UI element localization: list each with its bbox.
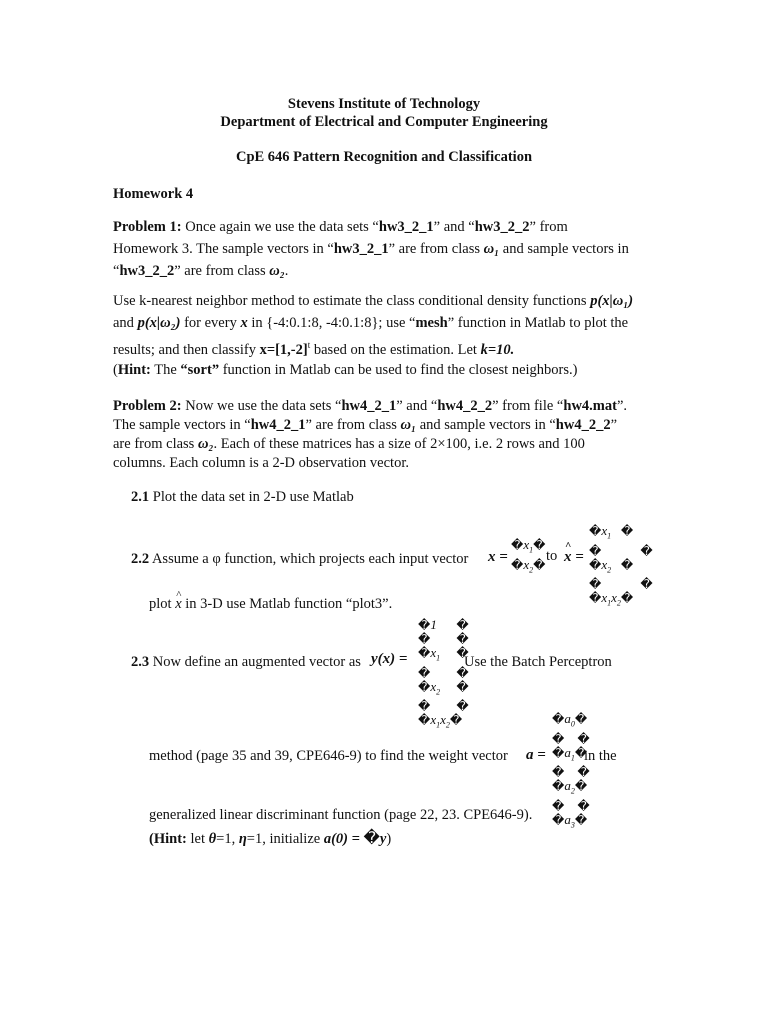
problem2-paragraph: Problem 2: Now we use the data sets “hw4_2_1” and “hw4_2_2” from file “hw4.mat”. The sample vectors in “hw4_2_1” are from class ω₁ and sample vectors in “hw4_2_2” are from class ω₂. Each of these matrices has a size of 2×100, i.e. 2 rows and 100 columns. Each column is a 2-D observation vector. <box>113 398 628 471</box>
problem1-hint: (Hint: The “sort” function in Matlab can be used to find the closest neighbors.) <box>113 362 578 378</box>
section-2-3: 2.3 Now define an augmented vector as <box>131 654 361 670</box>
problem1-line2: Homework 3. The sample vectors in “hw3_2_1” are from class ω₁ and sample vectors in <box>113 241 629 257</box>
problem1-line3: “hw3_2_2” are from class ω₂. <box>113 263 289 279</box>
problem1-method-paragraph: Use k-nearest neighbor method to estimate the class conditional density functions p(x|ω₁) and p(x|ω₂) for every x in {-4:0.1:8, -4:0.1:8}; use “mesh” function in Matlab to plot the results; and then classify $x=[1,-2]^t$ based on the estimation. Let k=10. <box>113 293 634 358</box>
homework-title: Homework 4 <box>113 186 194 202</box>
to-word: to <box>546 548 558 564</box>
plot3-line: plot ^ x in 3-D use Matlab function “plot3”. <box>149 593 689 615</box>
in-the-text: in the <box>584 748 617 764</box>
institution-heading: Stevens Institute of Technology <box>287 96 481 112</box>
method-line: method (page 35 and 39, CPE646-9) to find the weight vector <box>149 748 508 764</box>
batch-perceptron-text: Use the Batch Perceptron <box>464 654 612 670</box>
augmented-vector-matrix: �1 � � � $�x_1$ � � � $�x_2$ � � � $�x_1x_2�$ <box>418 617 469 730</box>
x-vector-matrix: $�x_1�$ $�x_2�$ <box>511 537 546 575</box>
xhat-matrix: $�x_1$ � � � $�x_2$ � � � $�x_1x_2�$ <box>589 523 653 608</box>
problem1-paragraph <box>113 216 653 282</box>
a-vector-label: a = <box>526 747 546 763</box>
section-2-1: 2.1 Plot the data set in 2-D use Matlab <box>131 489 354 505</box>
xhat-label: ^ x = <box>564 549 584 566</box>
course-title: CpE 646 Pattern Recognition and Classification <box>235 149 533 165</box>
x-vector-label: x = <box>488 549 508 565</box>
problem2-hint: (Hint: let θ=1, η=1, initialize a(0) = �y) <box>149 828 392 847</box>
y-of-x-label: y(x) = <box>371 651 408 667</box>
section-2-2: 2.2 Assume a φ function, which projects each input vector <box>131 551 469 567</box>
problem1-line1: Problem 1: Once again we use the data sets “hw3_2_1” and “hw3_2_2” from <box>113 219 568 235</box>
department-heading: Department of Electrical and Computer Engineering <box>220 114 548 130</box>
generalized-line: generalized linear discriminant function (page 22, 23. CPE646-9). <box>149 807 533 823</box>
weight-vector-matrix: $�a_0�$ � � $�a_1�$ � � $�a_2�$ � � $�a_3�$ <box>552 711 590 830</box>
